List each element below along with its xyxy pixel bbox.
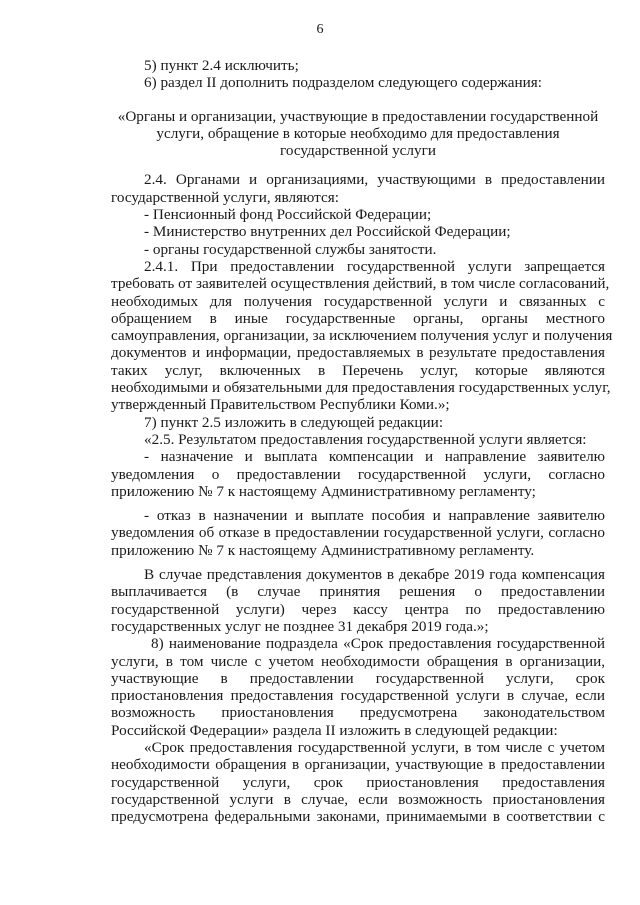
list-item: - назначение и выплата компенсации и направление заявителю [144, 448, 605, 466]
section-heading-line: государственной услуги [280, 142, 436, 160]
list-item: - Министерство внутренних дел Российской Федерации; [144, 223, 511, 241]
page-number: 6 [316, 22, 324, 37]
text-line: возможность приостановления предусмотрена законодательством [111, 704, 605, 722]
text-line: утвержденный Правительством Республики Коми.»; [111, 396, 450, 414]
list-item: - отказ в назначении и выплате пособия и направление заявителю [144, 507, 605, 525]
text-line: приостановления предоставления государственной услуги в случае, если [111, 687, 605, 705]
text-line: государственной услуги) через кассу центра по предоставлению [111, 600, 605, 618]
text-line: необходимыми и обязательными для предоставления государственных услуг, [111, 379, 611, 397]
text-line: уведомления о предоставлении государственной услуги, согласно [111, 465, 605, 483]
text-line: необходимых для получения государственной услуги и связанных с [111, 292, 605, 310]
text-line: предусмотрена федеральными законами, принимаемыми в соответствии с [111, 808, 605, 826]
text-line: государственной услуги в случае, если возможность приостановления [111, 790, 605, 808]
text-line: документов и информации, предоставляемых в результате предоставления [111, 344, 605, 362]
text-line: Российской Федерации» раздела II изложить в следующей редакции: [111, 721, 558, 739]
text-line: уведомления об отказе в предоставлении государственной услуги, согласно [111, 524, 605, 542]
text-line: обращением в иные государственные органы, органы местного [111, 309, 605, 327]
text-line: «Срок предоставления государственной услуги, в том числе с учетом [144, 738, 605, 756]
text-line: 8) наименование подраздела «Срок предоставления государственной [151, 635, 605, 653]
text-line: «2.5. Результатом предоставления государственной услуги является: [144, 430, 587, 448]
text-line: В случае представления документов в декабре 2019 года компенсация [144, 566, 605, 584]
text-line: государственной услуги, являются: [111, 188, 339, 206]
text-line: 6) раздел II дополнить подразделом следующего содержания: [144, 74, 542, 92]
text-line: услуги, в том числе с учетом необходимости обращения в организации, [111, 652, 605, 670]
text-line: таких услуг, включенных в Перечень услуг, которые являются [111, 361, 605, 379]
text-line: требовать от заявителей осуществления действий, в том числе согласований, [111, 275, 610, 293]
text-line: необходимости обращения в организации, участвующие в предоставлении [111, 756, 605, 774]
text-line: приложению № 7 к настоящему Административному регламенту; [111, 482, 536, 500]
text-line: 2.4. Органами и организациями, участвующими в предоставлении [144, 171, 605, 189]
text-line: участвующие в предоставлении государственной услуги, срок [111, 669, 605, 687]
text-line: 2.4.1. При предоставлении государственной услуги запрещается [144, 257, 605, 275]
text-line: 7) пункт 2.5 изложить в следующей редакции: [144, 413, 444, 431]
document-body [111, 57, 613, 826]
text-line: 5) пункт 2.4 исключить; [144, 57, 299, 74]
list-item: - органы государственной службы занятости. [144, 240, 437, 258]
list-item: - Пенсионный фонд Российской Федерации; [144, 206, 432, 224]
section-heading-line: услуги, обращение в которые необходимо для предоставления [156, 124, 560, 142]
section-heading-line: «Органы и организации, участвующие в предоставлении государственной [117, 107, 599, 125]
text-line: выплачивается (в случае принятия решения о предоставлении [111, 583, 605, 601]
text-line: государственных услуг не позднее 31 декабря 2019 года.»; [111, 617, 489, 635]
text-line: самоуправления, организации, за исключением получения услуг и получения [111, 327, 613, 345]
text-line: государственной услуги, срок приостановления предоставления [111, 773, 605, 791]
text-line: приложению № 7 к настоящему Административному регламенту. [111, 541, 535, 559]
